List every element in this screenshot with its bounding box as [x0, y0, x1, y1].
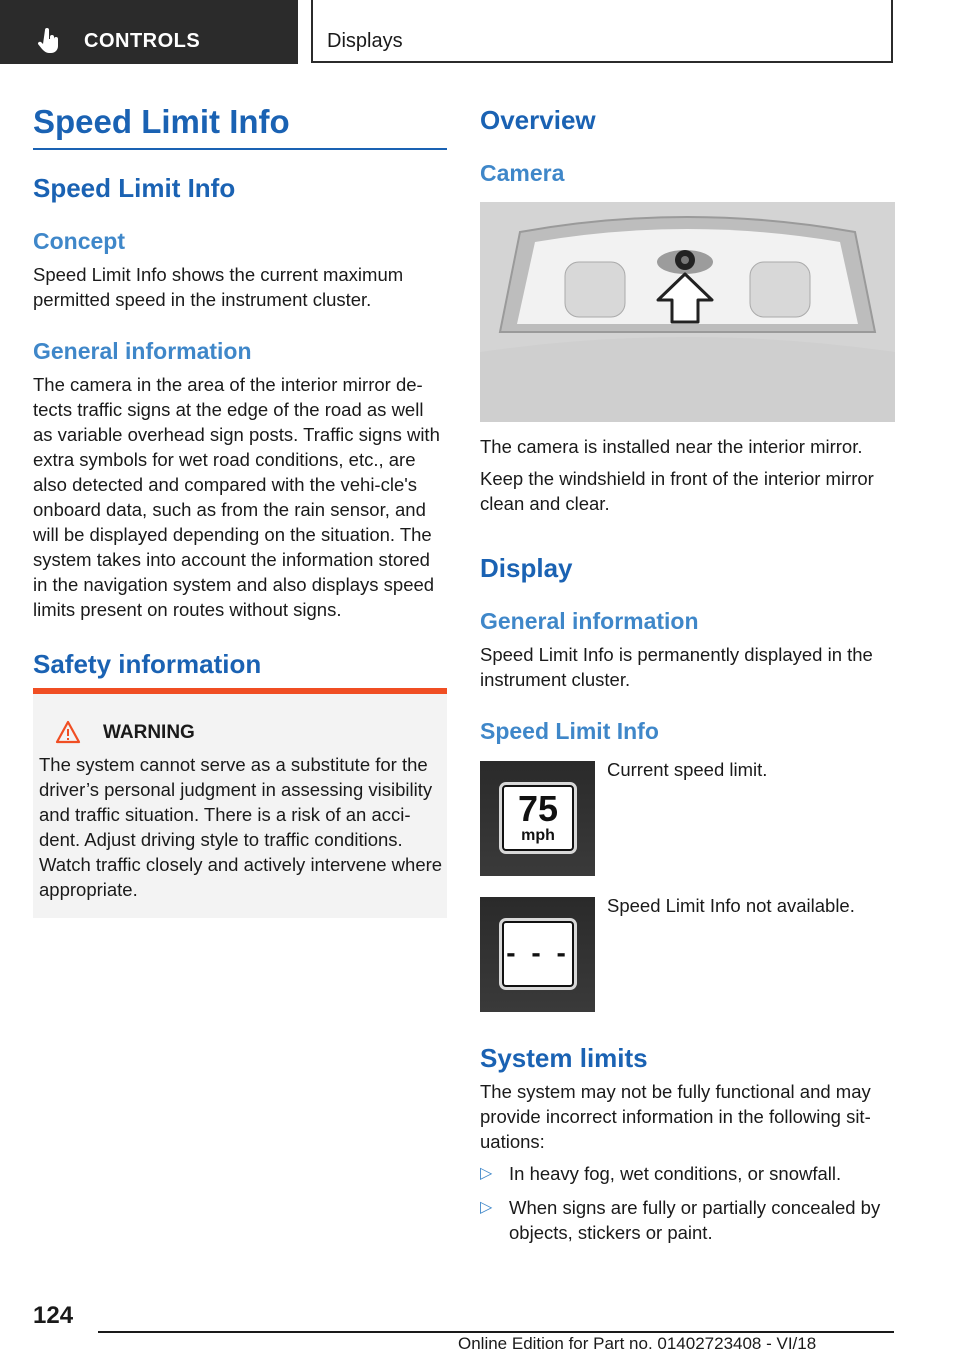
- concept-text: Speed Limit Info shows the current maximum permitted speed in the instrument cluster.: [33, 264, 404, 310]
- display-general-text: Speed Limit Info is permanently displayed in the instrument cluster.: [480, 644, 873, 690]
- warning-triangle-icon: [55, 720, 81, 744]
- sli-heading: Speed Limit Info: [480, 718, 659, 744]
- warning-label: WARNING: [103, 722, 195, 743]
- general-info-heading: General information: [33, 338, 252, 364]
- warning-box: [33, 688, 447, 918]
- concept-heading: Concept: [33, 228, 125, 254]
- sign-speed-value: 75: [517, 788, 559, 829]
- chapter-label: Displays: [327, 30, 403, 52]
- chapter-header: [311, 0, 893, 63]
- sign2-caption: Speed Limit Info not available.: [607, 895, 855, 916]
- camera-heading: Camera: [480, 160, 565, 186]
- edition-text: Online Edition for Part no. 01402723408 - VI/18: [458, 1334, 817, 1353]
- sign-plate: [502, 785, 574, 851]
- general-info-text: The camera in the area of the interior mirror de-tects traffic signs at the edge of the road as well as variable overhead sign posts. Traffic signs with extra symbols for wet road conditions, etc., are also detected and compared with the vehi-cle's onboard data, such as from the rain sensor, and will be displayed depending on the situation. The system takes into account the information stored in the navigation system and also displays speed limits present on routes without signs.: [33, 374, 440, 620]
- section-tab: [0, 0, 298, 64]
- page-title: Speed Limit Info: [33, 100, 447, 150]
- camera-text: Keep the windshield in front of the interior mirror clean and clear.: [480, 468, 874, 514]
- display-heading: Display: [480, 553, 573, 583]
- sign-speed-unit: mph: [521, 827, 555, 844]
- sign1-caption: Current speed limit.: [607, 759, 768, 780]
- list-item-text: In heavy fog, wet conditions, or snowfall.: [509, 1163, 842, 1184]
- hand-pointer-icon: [38, 28, 60, 54]
- section-label: CONTROLS: [84, 30, 201, 52]
- sign-dashes: - - -: [506, 937, 570, 968]
- list-item-text: When signs are fully or partially concealed by objects, stickers or paint.: [509, 1197, 881, 1243]
- section-heading-speed-limit-info: Speed Limit Info: [33, 173, 236, 203]
- sign-plate: [502, 921, 574, 987]
- camera-location-illustration: [480, 202, 895, 422]
- system-limits-text: The system may not be fully functional and may provide incorrect information in the following sit-uations:: [480, 1081, 871, 1152]
- triangle-bullet-icon: ▷: [480, 1165, 493, 1182]
- camera-caption: The camera is installed near the interior mirror.: [480, 436, 863, 457]
- speed-limit-sign-unavailable: [480, 897, 595, 1012]
- page-number: 124: [33, 1302, 74, 1329]
- system-limits-heading: System limits: [480, 1043, 648, 1073]
- safety-heading: Safety information: [33, 649, 262, 679]
- speed-limit-sign-75: [480, 761, 595, 876]
- triangle-bullet-icon: ▷: [480, 1199, 493, 1216]
- display-general-heading: General information: [480, 608, 699, 634]
- footer-divider: [98, 1331, 894, 1333]
- warning-text: The system cannot serve as a substitute for the driver’s personal judgment in assessing visibility and traffic situation. There is a risk of an acci-dent. Adjust driving style to traffic conditions. Watch traffic closely and actively intervene where appropriate.: [39, 754, 443, 900]
- overview-heading: Overview: [480, 105, 596, 135]
